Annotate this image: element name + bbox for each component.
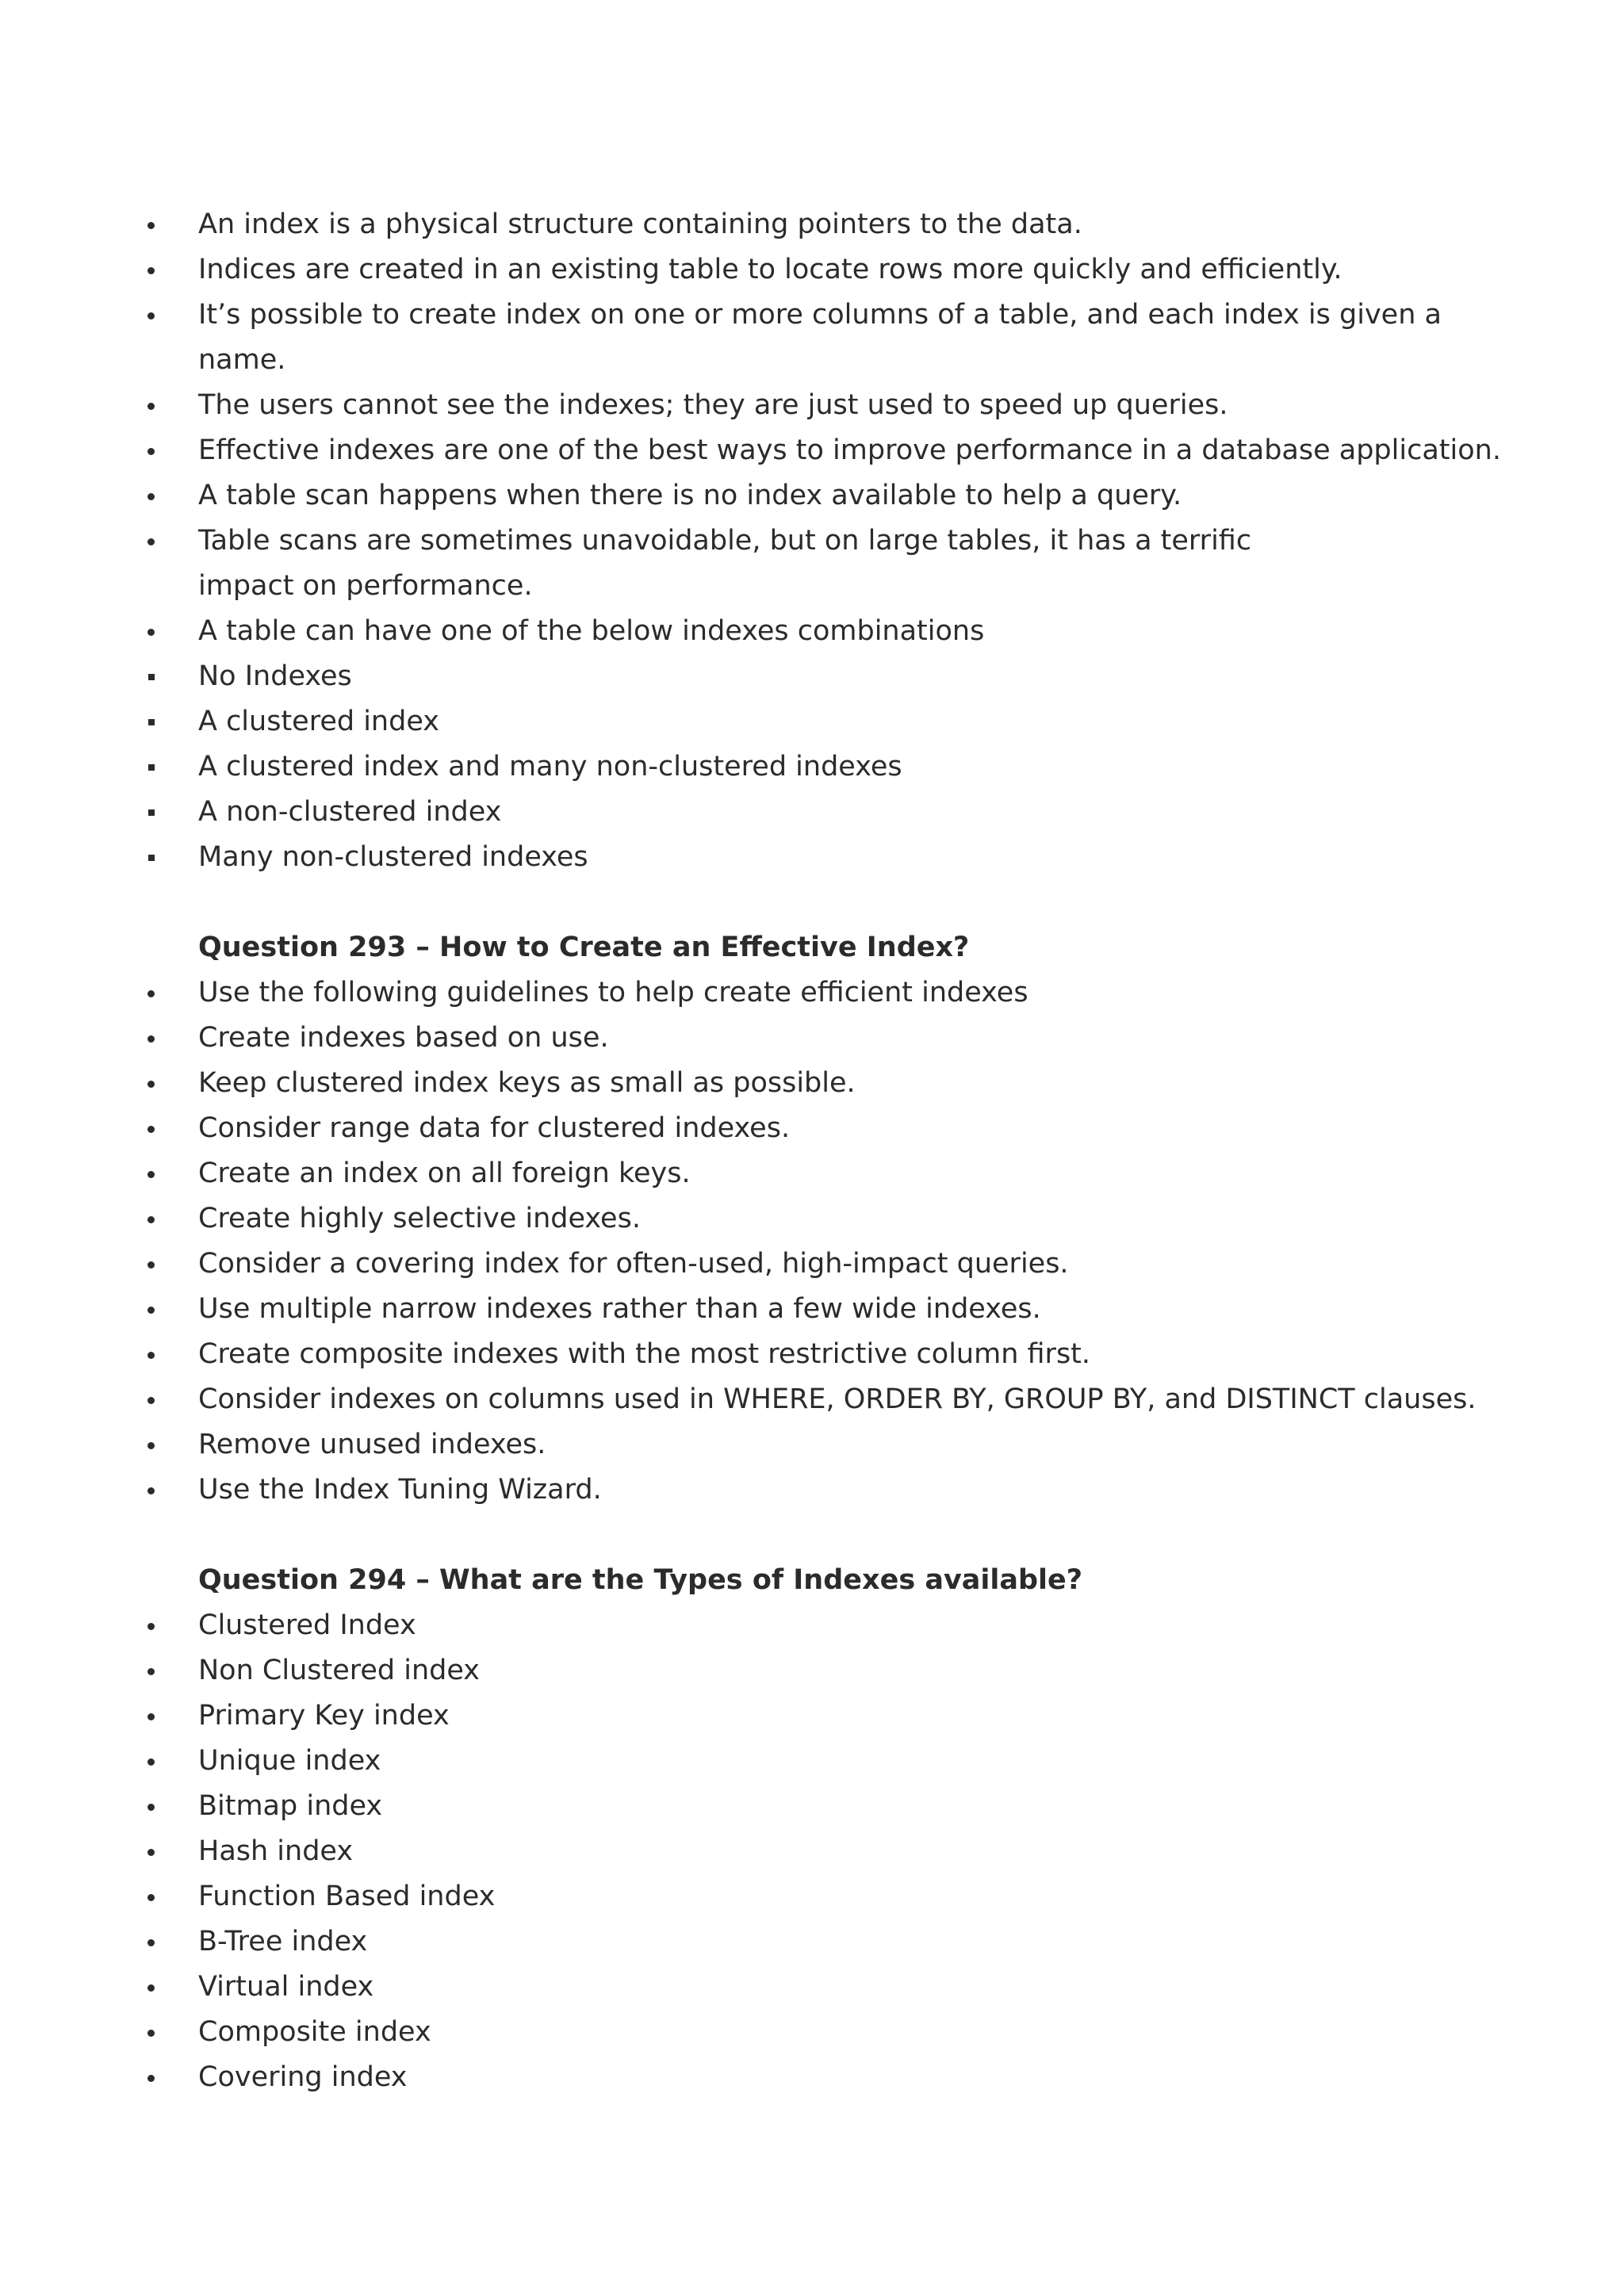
list-item: Clustered Index — [0, 1603, 1624, 1648]
list-item: Many non-clustered indexes — [0, 835, 1624, 880]
list-item: A non-clustered index — [0, 790, 1624, 835]
bullet-disc-icon — [147, 293, 171, 338]
bullet-disc-icon — [147, 1151, 171, 1196]
list-item: Consider a covering index for often-used, high-impact queries. — [0, 1242, 1624, 1287]
list-item: A clustered index and many non-clustered indexes — [0, 744, 1624, 790]
list-item: Keep clustered index keys as small as possible. — [0, 1061, 1624, 1106]
bullet-disc-icon — [147, 609, 171, 654]
list-item: Consider indexes on columns used in WHERE, ORDER BY, GROUP BY, and DISTINCT clauses. — [0, 1377, 1624, 1422]
bullet-disc-icon — [147, 1196, 171, 1242]
bullet-disc-icon — [147, 247, 171, 293]
list-item: Covering index — [0, 2055, 1624, 2100]
list-item: Non Clustered index — [0, 1648, 1624, 1693]
question-293-list — [0, 970, 1624, 1513]
bullet-disc-icon — [147, 519, 171, 564]
bullet-disc-icon — [147, 1739, 171, 1784]
bullet-square-icon — [147, 790, 171, 835]
list-item: It’s possible to create index on one or more columns of a table, and each index is given a name. — [0, 293, 1624, 383]
list-item: A clustered index — [0, 699, 1624, 744]
bullet-disc-icon — [147, 1287, 171, 1332]
list-item: Primary Key index — [0, 1693, 1624, 1739]
list-item: Table scans are sometimes unavoidable, but on large tables, it has a terrific impact on performance. — [0, 519, 1624, 609]
bullet-disc-icon — [147, 1648, 171, 1693]
list-item: Effective indexes are one of the best ways to improve performance in a database application. — [0, 428, 1624, 473]
bullet-disc-icon — [147, 1784, 171, 1829]
bullet-disc-icon — [147, 1332, 171, 1377]
bullet-disc-icon — [147, 202, 171, 247]
bullet-disc-icon — [147, 428, 171, 473]
list-item: Use the Index Tuning Wizard. — [0, 1468, 1624, 1513]
list-item: The users cannot see the indexes; they are just used to speed up queries. — [0, 383, 1624, 428]
bullet-disc-icon — [147, 1242, 171, 1287]
list-item: Bitmap index — [0, 1784, 1624, 1829]
bullet-disc-icon — [147, 1016, 171, 1061]
bullet-disc-icon — [147, 2010, 171, 2055]
list-item: No Indexes — [0, 654, 1624, 699]
list-item: A table can have one of the below indexes combinations — [0, 609, 1624, 654]
bullet-square-icon — [147, 654, 171, 699]
bullet-square-icon — [147, 744, 171, 790]
bullet-disc-icon — [147, 1422, 171, 1468]
list-item: Composite index — [0, 2010, 1624, 2055]
list-item: An index is a physical structure containing pointers to the data. — [0, 202, 1624, 247]
list-item: Create highly selective indexes. — [0, 1196, 1624, 1242]
list-item: Create composite indexes with the most restrictive column first. — [0, 1332, 1624, 1377]
bullet-disc-icon — [147, 970, 171, 1016]
bullet-disc-icon — [147, 1106, 171, 1151]
list-item: Indices are created in an existing table to locate rows more quickly and efficiently. — [0, 247, 1624, 293]
list-item: Unique index — [0, 1739, 1624, 1784]
bullet-disc-icon — [147, 1061, 171, 1106]
list-item: Remove unused indexes. — [0, 1422, 1624, 1468]
bullet-disc-icon — [147, 383, 171, 428]
list-item: Create an index on all foreign keys. — [0, 1151, 1624, 1196]
bullet-disc-icon — [147, 473, 171, 519]
bullet-square-icon — [147, 835, 171, 880]
list-item: Virtual index — [0, 1965, 1624, 2010]
bullet-square-icon — [147, 699, 171, 744]
list-item: Function Based index — [0, 1874, 1624, 1919]
list-item: Hash index — [0, 1829, 1624, 1874]
list-item: A table scan happens when there is no index available to help a query. — [0, 473, 1624, 519]
question-294-list — [0, 1603, 1624, 2100]
bullet-disc-icon — [147, 1874, 171, 1919]
question-294-heading: Question 294 – What are the Types of Indexes available? — [198, 1564, 1083, 1596]
list-item: B-Tree index — [0, 1919, 1624, 1965]
bullet-disc-icon — [147, 1603, 171, 1648]
list-item: Use multiple narrow indexes rather than a few wide indexes. — [0, 1287, 1624, 1332]
list-item: Create indexes based on use. — [0, 1016, 1624, 1061]
question-293-heading: Question 293 – How to Create an Effective Index? — [198, 932, 970, 963]
bullet-disc-icon — [147, 1965, 171, 2010]
bullet-disc-icon — [147, 1829, 171, 1874]
bullet-disc-icon — [147, 1693, 171, 1739]
document-page — [0, 202, 1624, 2100]
bullet-disc-icon — [147, 2055, 171, 2100]
bullet-disc-icon — [147, 1377, 171, 1422]
list-item: Use the following guidelines to help create efficient indexes — [0, 970, 1624, 1016]
intro-list — [0, 202, 1624, 880]
bullet-disc-icon — [147, 1468, 171, 1513]
list-item: Consider range data for clustered indexes. — [0, 1106, 1624, 1151]
bullet-disc-icon — [147, 1919, 171, 1965]
